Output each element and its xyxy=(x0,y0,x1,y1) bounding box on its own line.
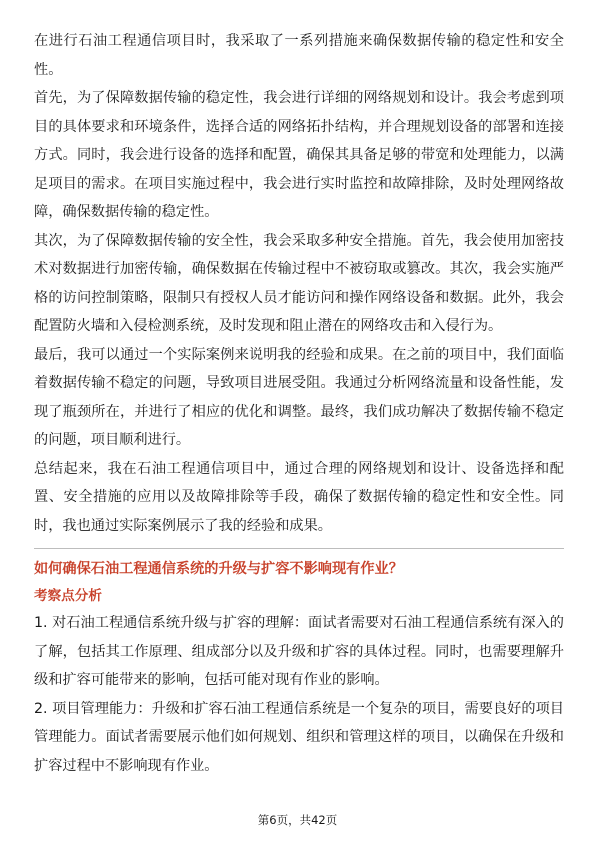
page-content xyxy=(34,27,564,780)
section-divider xyxy=(34,548,564,549)
answer-paragraph: 在进行石油工程通信项目时，我采取了一系列措施来确保数据传输的稳定性和安全性。 xyxy=(34,33,564,78)
answer-paragraph: 最后，我可以通过一个实际案例来说明我的经验和成果。在之前的项目中，我们面临着数据传输不稳定的问题，导致项目进展受阻。我通过分析网络流量和设备性能，发现了瓶颈所在，并进行了相应的优化和调整。最终，我们成功解决了数据传输不稳定的问题，项目顺利进行。 xyxy=(34,346,564,448)
page-number: 第6页，共42页 xyxy=(257,813,338,827)
question-title: 如何确保石油工程通信系统的升级与扩容不影响现有作业？ xyxy=(34,561,403,577)
answer-paragraph: 其次，为了保障数据传输的安全性，我会采取多种安全措施。首先，我会使用加密技术对数据进行加密传输，确保数据在传输过程中不被窃取或篡改。其次，我会实施严格的访问控制策略，限制只有授权人员才能访问和操作网络设备和数据。此外，我会配置防火墙和入侵检测系统，及时发现和阻止潜在的网络攻击和入侵行为。 xyxy=(34,232,564,334)
analysis-point: 1. 对石油工程通信系统升级与扩容的理解：面试者需要对石油工程通信系统有深入的了解，包括其工作原理、组成部分以及升级和扩容的具体过程。同时，也需要理解升级和扩容可能带来的影响，包括可能对现有作业的影响。 xyxy=(34,615,564,688)
answer-paragraph: 总结起来，我在石油工程通信项目中，通过合理的网络规划和设计、设备选择和配置、安全措施的应用以及故障排除等手段，确保了数据传输的稳定性和安全性。同时，我也通过实际案例展示了我的经验和成果。 xyxy=(34,460,564,534)
analysis-heading: 考察点分析 xyxy=(34,588,102,604)
analysis-point: 2. 项目管理能力：升级和扩容石油工程通信系统是一个复杂的项目，需要良好的项目管理能力。面试者需要展示他们如何规划、组织和管理这样的项目，以确保在升级和扩容过程中不影响现有作业。 xyxy=(34,700,564,774)
answer-paragraph: 首先，为了保障数据传输的稳定性，我会进行详细的网络规划和设计。我会考虑到项目的具体要求和环境条件，选择合适的网络拓扑结构，并合理规划设备的部署和连接方式。同时，我会进行设备的选择和配置，确保其具备足够的带宽和处理能力，以满足项目的需求。在项目实施过程中，我会进行实时监控和故障排除，及时处理网络故障，确保数据传输的稳定性。 xyxy=(34,90,564,220)
